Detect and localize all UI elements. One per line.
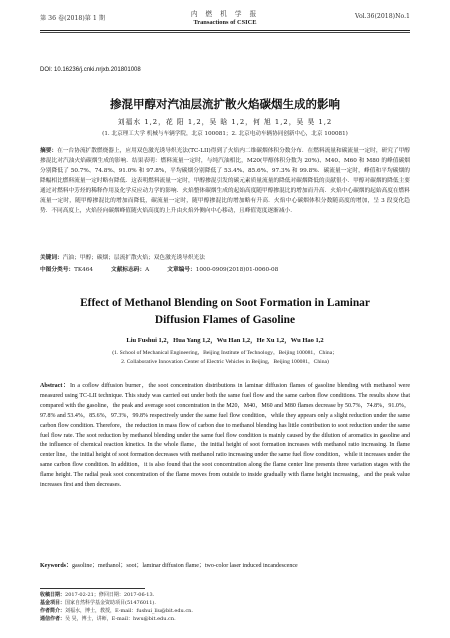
journal-name-en: Transactions of CSICE xyxy=(193,19,257,26)
article-number-label: 文章编号： xyxy=(167,267,196,273)
abstract-cn-text: 在一台协流扩散燃烧器上，应用双色激光诱导炽光法(TC-LII)得到了火焰内二维碳烟体积分数分布．在燃料流量和碳流量一定时，研究了甲醇掺混比对汽油火焰碳烟生成的影响．结果表明：燃料流量一定时，与纯汽油相比，M20(甲醇体积分数为 20%)、M40、M60 和 M80 的峰值碳烟分别降低了 50.7%、74.8%、91.0% 和 97.8%，平均碳烟分别降低了 53.4%、85.6%、97.3% 和 99.8%．碳流量一定时，峰值和平均碳烟的降幅相比燃料流量一定时略有降低．这表明燃料流量一定时，甲醇掺混引发的碳元素质量流量的降低对碳烟降低的贡献很小．甲醇对碳烟的降低主要通过对燃料中芳烃的稀释作用及化学反应动力学的影响．火焰整体碳烟生成的起始高度随甲醇掺混比的增加而升高．火焰中心碳烟的起始高度在燃料流量一定时，随甲醇掺混比的增加而降低，碳流量一定时，随甲醇掺混比的增加略有升高．火焰中心碳烟体积分数随高度的增加，呈 3 段变化趋势．不同高度上，火焰径向碳烟峰值随火焰高度的上升由火焰外侧向中心移动，且峰值宽度逐渐减小． xyxy=(40,148,410,214)
footnote-item xyxy=(40,591,410,599)
abstract-cn xyxy=(40,146,410,216)
abstract-en xyxy=(40,382,410,491)
abstract-en-text: In a coflow diffusion burner，the soot concentration distributions in laminar diffusion flames of gasoline blending with methanol were measured using TC-LII technique. This study was carried out under both the same fuel flow and the same carbon flow conditions. The results show that compared with the gasoline，the peak and average soot concentration in the M20，M40，M60 and M80 flames decrease by 50.7%，74.8%，91.0%，97.8% and 53.4%，85.6%，97.3%，99.8% respectively under the same fuel flow condition，while they appears only a slight reduction under the same carbon flow condition. Therefore，the reduction in mass flow of carbon due to methanol blending has little contribution to soot reduction under the same fuel flow rate. The soot reduction by methanol blending under the same fuel flow condition is mainly caused by the dilution of aromatics in gasoline and the influence of chemical reaction kinetics. In the whole flame，the initial height of soot formation increases with methanol ratio increasing. In flame center line，the initial height of soot formation decreases with methanol ratio increasing under the same fuel flow condition，while it increases under the same carbon flow condition. In addition，it is also found that the soot concentration along the flame center line presents three variation stages with the flame height. The radial peak soot concentration of the flame moves from outside to inside gradually with flame height increasing，and the peak value increases first and then decreases. xyxy=(40,383,410,489)
header-rule-thin xyxy=(40,32,410,33)
affiliation-en-line: 2. Collaborative Innovation Center of Electric Vehicles in Beijing，Beijing 100081，China) xyxy=(121,359,329,365)
footnote-text: 吴 昊，博士，讲师，E-mail：hwu@bit.edu.cn. xyxy=(65,616,176,622)
footnote-text: 刘福水，博士，教授，E-mail：fushui_liu@bit.edu.cn. xyxy=(65,608,193,614)
affiliation-cn: (1. 北京理工大学 机械与车辆学院，北京 100081；2. 北京电动车辆协同创新中心，北京 100081) xyxy=(102,131,348,137)
keywords-cn-label: 关键词： xyxy=(40,255,63,261)
footnote-text: 国家自然科学基金资助项目(51476011). xyxy=(65,600,156,606)
footnote-label: 收稿日期： xyxy=(40,592,66,598)
clc-item xyxy=(40,264,93,273)
title-cn: 掺混甲醇对汽油层流扩散火焰碳烟生成的影响 xyxy=(110,97,340,111)
keywords-en-text: gasoline；methanol；soot；laminar diffusion flame；two-color laser induced incandescence xyxy=(72,563,298,569)
classification-row xyxy=(40,264,410,273)
doc-code-label: 文献标志码： xyxy=(111,267,146,273)
footnote-item xyxy=(40,615,410,623)
authors-en: Liu Fushui 1,2，Hua Yang 1,2，Wu Han 1,2，He Xu 1,2，Wu Hao 1,2 xyxy=(126,337,324,344)
keywords-cn-text: 汽油；甲醇；碳烟；层流扩散火焰；双色激光诱导炽光法 xyxy=(62,255,205,261)
footnote-label: 通信作者： xyxy=(40,616,66,622)
footnote-label: 基金项目： xyxy=(40,600,66,606)
footnotes xyxy=(40,591,410,623)
footnote-text: 2017-02-21；修回日期：2017-06-13. xyxy=(65,592,155,598)
doc-code-item xyxy=(111,264,149,273)
doi: DOI: 10.16236/j.cnki.nrjxb.201801008 xyxy=(40,67,141,73)
affiliation-en xyxy=(0,349,450,367)
header-volume-left: 第 36 卷(2018)第 1 期 xyxy=(40,15,106,22)
doc-code-value: A xyxy=(145,267,150,273)
article-number-item xyxy=(167,264,278,273)
authors-cn: 刘福水 1,2，花 阳 1,2，吴 晗 1,2，何 旭 1,2，吴 昊 1,2 xyxy=(117,118,333,126)
title-en: Effect of Methanol Blending on Soot Formation in Laminar Diffusion Flames of Gasoline xyxy=(80,297,370,326)
header-rule xyxy=(40,30,410,31)
article-number-value: 1000-0909(2018)01-0060-08 xyxy=(195,267,279,273)
header-volume-right: Vol.36(2018)No.1 xyxy=(355,13,410,20)
clc-value: TK464 xyxy=(74,267,94,273)
footnote-item xyxy=(40,607,410,615)
keywords-cn xyxy=(40,252,410,261)
footnote-item xyxy=(40,599,410,607)
keywords-en-label: Keywords： xyxy=(40,563,72,569)
abstract-cn-label: 摘要： xyxy=(40,148,58,154)
clc-label: 中图分类号： xyxy=(40,267,75,273)
abstract-en-label: Abstract： xyxy=(40,383,70,389)
affiliation-en-line: (1. School of Mechanical Engineering，Beijing Institute of Technology，Beijing 100081，China； xyxy=(112,350,338,356)
footnote-label: 作者简介： xyxy=(40,608,66,614)
keywords-en xyxy=(40,560,410,569)
journal-name-cn: 内 燃 机 学 报 xyxy=(190,10,260,18)
footnote-rule xyxy=(40,588,145,589)
